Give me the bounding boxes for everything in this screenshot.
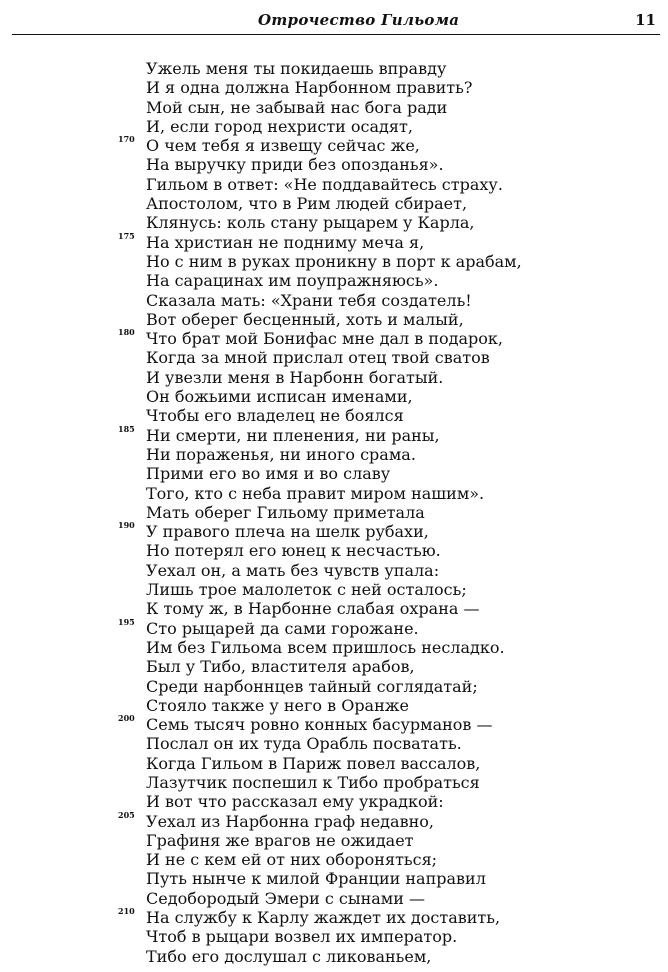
verse-text: Когда Гильом в Париж повел вассалов, <box>146 753 481 773</box>
verse-text: Ужель меня ты покидаешь вправду <box>146 59 447 78</box>
verse-line <box>0 616 668 638</box>
verse-line <box>0 850 668 869</box>
verse-text: Но потерял его юнец к несчастью. <box>146 541 441 561</box>
verse-line <box>0 889 668 908</box>
verse-text: Что брат мой Бонифас мне дал в подарок, <box>146 329 503 349</box>
verse-text: И увезли меня в Нарбонн богатый. <box>146 367 444 387</box>
page-number: 11 <box>635 11 656 29</box>
verse-text: Тибо его дослушал с ликованьем, <box>146 946 432 966</box>
verse-text: Вот оберег бесценный, хоть и малый, <box>146 309 464 329</box>
verse-text: Мой сын, не забывай нас бога ради <box>146 97 448 117</box>
verse-line <box>0 213 668 232</box>
header-divider <box>12 34 660 35</box>
verse-line <box>0 117 668 136</box>
verse-line <box>0 599 668 618</box>
verse-text: Когда за мной прислал отец твой сватов <box>146 348 490 368</box>
verse-line <box>0 484 668 503</box>
verse-line <box>0 271 668 290</box>
verse-line <box>0 445 668 464</box>
verse-line <box>0 175 668 194</box>
verse-line <box>0 927 668 946</box>
verse-line <box>0 869 668 888</box>
verse-line <box>0 406 668 425</box>
verse-line <box>0 657 668 676</box>
verse-line <box>0 638 668 657</box>
verse-line <box>0 792 668 811</box>
verse-text: На выручку приди без опозданья». <box>146 155 444 175</box>
verse-line <box>0 809 668 831</box>
verse-line <box>0 696 668 715</box>
verse-text: Графиня же врагов не ожидает <box>146 830 414 850</box>
verse-line <box>0 947 668 966</box>
verse-line <box>0 310 668 329</box>
verse-line <box>0 98 668 117</box>
verse-text: На службу к Карлу жаждет их доставить, <box>146 908 501 928</box>
verse-text: На христиан не подниму меча я, <box>146 232 425 252</box>
verse-line <box>0 136 668 155</box>
line-number: 195 <box>118 616 135 627</box>
verse-text: Апостолом, что в Рим людей сбирает, <box>146 194 468 214</box>
verse-text: У правого плеча на шелк рубахи, <box>146 522 429 542</box>
verse-text: Им без Гильома всем пришлось несладко. <box>146 637 505 657</box>
verse-text: Ни смерти, ни пленения, ни раны, <box>146 425 440 445</box>
verse-line <box>0 230 668 252</box>
verse-text: Лазутчик поспешил к Тибо пробраться <box>146 772 480 792</box>
line-number: 180 <box>118 327 135 338</box>
verse-text: Стояло также у него в Оранже <box>146 695 409 715</box>
verse-line <box>0 423 668 445</box>
verse-text: Он божьими исписан именами, <box>146 387 413 407</box>
verse-line <box>0 329 668 348</box>
verse-text: На сарацинах им поупражняюсь». <box>146 271 439 291</box>
verse-text: Лишь трое малолеток с ней осталось; <box>146 580 467 600</box>
verse-text: Того, кто с неба правит миром нашим». <box>146 483 485 503</box>
verse-text: Был у Тибо, властителя арабов, <box>146 657 415 677</box>
verse-text: И вот что рассказал ему украдкой: <box>146 792 444 812</box>
running-header-title: Отрочество Гильома <box>258 11 460 29</box>
verse-text: Но с ним в руках проникну в порт к арабам, <box>146 251 522 271</box>
verse-text: К тому ж, в Нарбонне слабая охрана — <box>146 599 480 619</box>
verse-text: Ни пораженья, ни иного срама. <box>146 444 416 464</box>
poem-text <box>0 59 668 966</box>
verse-text: Сказала мать: «Храни тебя создатель! <box>146 290 472 310</box>
verse-text: Уехал он, а мать без чувств упала: <box>146 560 440 580</box>
verse-line <box>0 368 668 387</box>
verse-line <box>0 831 668 850</box>
verse-line <box>0 580 668 599</box>
verse-text: Послал он их туда Орабль посватать. <box>146 734 462 754</box>
verse-text: Путь нынче к милой Франции направил <box>146 869 486 889</box>
verse-line <box>0 155 668 174</box>
line-number: 175 <box>118 230 135 241</box>
verse-line <box>0 387 668 406</box>
verse-line <box>0 715 668 734</box>
verse-text: Клянусь: коль стану рыцарем у Карла, <box>146 213 475 233</box>
line-number: 210 <box>118 906 135 917</box>
verse-text: И я одна должна Нарбонном править? <box>146 78 473 98</box>
verse-text: Сто рыцарей да сами горожане. <box>146 618 419 638</box>
line-number: 170 <box>118 134 135 145</box>
verse-line <box>0 734 668 753</box>
verse-line <box>0 59 668 78</box>
verse-text: Семь тысяч ровно конных басурманов — <box>146 715 493 735</box>
verse-text: О чем тебя я извещу сейчас же, <box>146 136 420 156</box>
line-number: 185 <box>118 423 135 434</box>
verse-text: Уехал из Нарбонна граф недавно, <box>146 811 434 831</box>
verse-line <box>0 561 668 580</box>
verse-text: Мать оберег Гильому приметала <box>146 502 425 522</box>
verse-text: Чтоб в рыцари возвел их император. <box>146 927 458 947</box>
line-number: 200 <box>118 713 135 724</box>
verse-text: И, если город нехристи осадят, <box>146 116 413 136</box>
verse-line <box>0 773 668 792</box>
verse-line <box>0 348 668 367</box>
line-number: 205 <box>118 809 135 820</box>
verse-text: Гильом в ответ: «Не поддавайтесь страху. <box>146 174 503 194</box>
verse-line <box>0 677 668 696</box>
verse-line <box>0 291 668 310</box>
verse-line <box>0 541 668 560</box>
verse-line <box>0 78 668 97</box>
verse-text: И не с кем ей от них обороняться; <box>146 850 438 870</box>
verse-text: Чтобы его владелец не боялся <box>146 406 404 426</box>
verse-line <box>0 194 668 213</box>
verse-line <box>0 503 668 522</box>
verse-line <box>0 464 668 483</box>
verse-line <box>0 252 668 271</box>
verse-line <box>0 908 668 927</box>
verse-text: Прими его во имя и во славу <box>146 464 391 484</box>
line-number: 190 <box>118 520 135 531</box>
verse-text: Среди нарбоннцев тайный соглядатай; <box>146 676 478 696</box>
verse-line <box>0 754 668 773</box>
verse-line <box>0 522 668 541</box>
verse-text: Седобородый Эмери с сынами — <box>146 888 425 908</box>
